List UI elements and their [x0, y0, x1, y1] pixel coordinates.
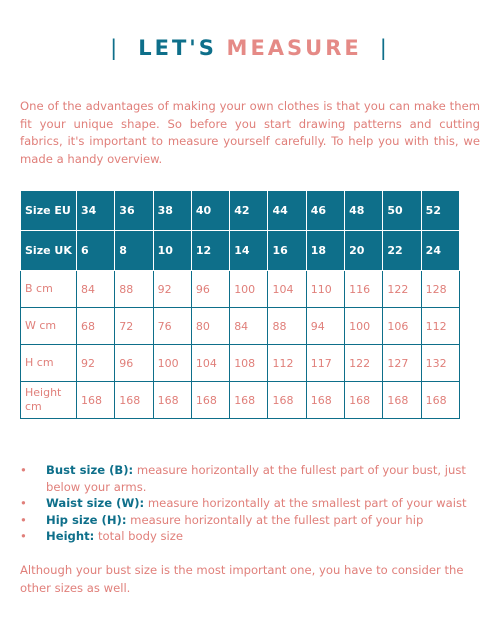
table-cell: 10	[153, 231, 191, 271]
title-left-bar: |	[110, 36, 121, 60]
table-cell: 112	[268, 345, 306, 382]
table-cell: 52	[421, 191, 459, 231]
table-cell: 108	[230, 345, 268, 382]
table-cell: 36	[115, 191, 153, 231]
table-cell: 34	[77, 191, 115, 231]
table-cell: 88	[115, 271, 153, 308]
table-cell: 168	[306, 382, 344, 419]
table-cell: 168	[153, 382, 191, 419]
table-cell: 38	[153, 191, 191, 231]
table-cell: 24	[421, 231, 459, 271]
table-cell: 100	[153, 345, 191, 382]
table-cell: 104	[268, 271, 306, 308]
measurement-definitions-list	[20, 462, 480, 545]
table-cell: 96	[191, 271, 229, 308]
table-cell: 104	[191, 345, 229, 382]
table-row	[21, 308, 460, 345]
list-item	[20, 512, 480, 529]
table-cell: 6	[77, 231, 115, 271]
bullet-marker: •	[20, 463, 27, 477]
table-row	[21, 345, 460, 382]
table-cell: 168	[115, 382, 153, 419]
bullet-term: Waist size (W):	[46, 496, 145, 510]
table-header-row	[21, 191, 460, 231]
table-cell: 72	[115, 308, 153, 345]
table-cell: 168	[345, 382, 383, 419]
table-cell: 128	[421, 271, 459, 308]
table-cell: 168	[383, 382, 421, 419]
row-label-cell: B cm	[21, 271, 77, 308]
bullet-text: measure horizontally at the fullest part of your bust, just below your arms.	[46, 463, 466, 494]
table-cell: 80	[191, 308, 229, 345]
size-chart-table	[20, 190, 460, 419]
list-item	[20, 528, 480, 545]
table-cell: 94	[306, 308, 344, 345]
table-cell: 40	[191, 191, 229, 231]
table-cell: 42	[230, 191, 268, 231]
table-cell: 8	[115, 231, 153, 271]
title-word-measure: MEASURE	[226, 36, 362, 60]
table-cell: 168	[268, 382, 306, 419]
table-cell: 84	[77, 271, 115, 308]
table-cell: 127	[383, 345, 421, 382]
table-cell: 92	[77, 345, 115, 382]
intro-paragraph: One of the advantages of making your own clothes is that you can make them fit your unique shape. So before you start drawing patterns and cutting fabrics, it's important to measure yourself carefully. To help you with this, we made a handy overview.	[20, 99, 480, 166]
table-cell: 100	[230, 271, 268, 308]
bullet-text: total body size	[94, 529, 184, 543]
table-row	[21, 382, 460, 419]
bullet-text: measure horizontally at the fullest part of your hip	[126, 512, 424, 527]
row-label-cell: Size UK	[21, 231, 77, 271]
table-cell: 116	[345, 271, 383, 308]
table-cell: 168	[230, 382, 268, 419]
bullet-term: Hip size (H):	[46, 512, 127, 527]
list-item	[20, 462, 480, 495]
table-cell: 16	[268, 231, 306, 271]
table-cell: 22	[383, 231, 421, 271]
bullet-marker: •	[20, 529, 27, 543]
table-cell: 168	[77, 382, 115, 419]
row-label-cell: Height cm	[21, 382, 77, 419]
table-cell: 18	[306, 231, 344, 271]
table-cell: 50	[383, 191, 421, 231]
bullet-text: measure horizontally at the smallest part of your waist	[144, 496, 467, 510]
table-cell: 122	[345, 345, 383, 382]
table-cell: 68	[77, 308, 115, 345]
table-cell: 117	[306, 345, 344, 382]
table-cell: 112	[421, 308, 459, 345]
table-cell: 46	[306, 191, 344, 231]
page-title	[0, 36, 500, 60]
table-cell: 44	[268, 191, 306, 231]
table-row	[21, 271, 460, 308]
table-cell: 76	[153, 308, 191, 345]
outro-paragraph: Although your bust size is the most important one, you have to consider the other sizes as well.	[20, 563, 464, 595]
title-right-bar: |	[379, 36, 390, 60]
table-cell: 122	[383, 271, 421, 308]
row-label-cell: H cm	[21, 345, 77, 382]
table-cell: 168	[421, 382, 459, 419]
table-cell: 20	[345, 231, 383, 271]
table-cell: 110	[306, 271, 344, 308]
bullet-term: Bust size (B):	[46, 463, 134, 477]
row-label-cell: W cm	[21, 308, 77, 345]
table-cell: 48	[345, 191, 383, 231]
table-cell: 12	[191, 231, 229, 271]
table-cell: 92	[153, 271, 191, 308]
list-item	[20, 495, 480, 512]
table-cell: 106	[383, 308, 421, 345]
bullet-marker: •	[20, 496, 27, 510]
table-cell: 100	[345, 308, 383, 345]
table-cell: 132	[421, 345, 459, 382]
table-cell: 84	[230, 308, 268, 345]
row-label-cell: Size EU	[21, 191, 77, 231]
bullet-term: Height:	[46, 529, 95, 543]
table-cell: 88	[268, 308, 306, 345]
title-word-lets: LET'S	[138, 36, 217, 60]
table-cell: 168	[191, 382, 229, 419]
table-header-row	[21, 231, 460, 271]
table-cell: 96	[115, 345, 153, 382]
bullet-marker: •	[20, 512, 27, 527]
table-cell: 14	[230, 231, 268, 271]
